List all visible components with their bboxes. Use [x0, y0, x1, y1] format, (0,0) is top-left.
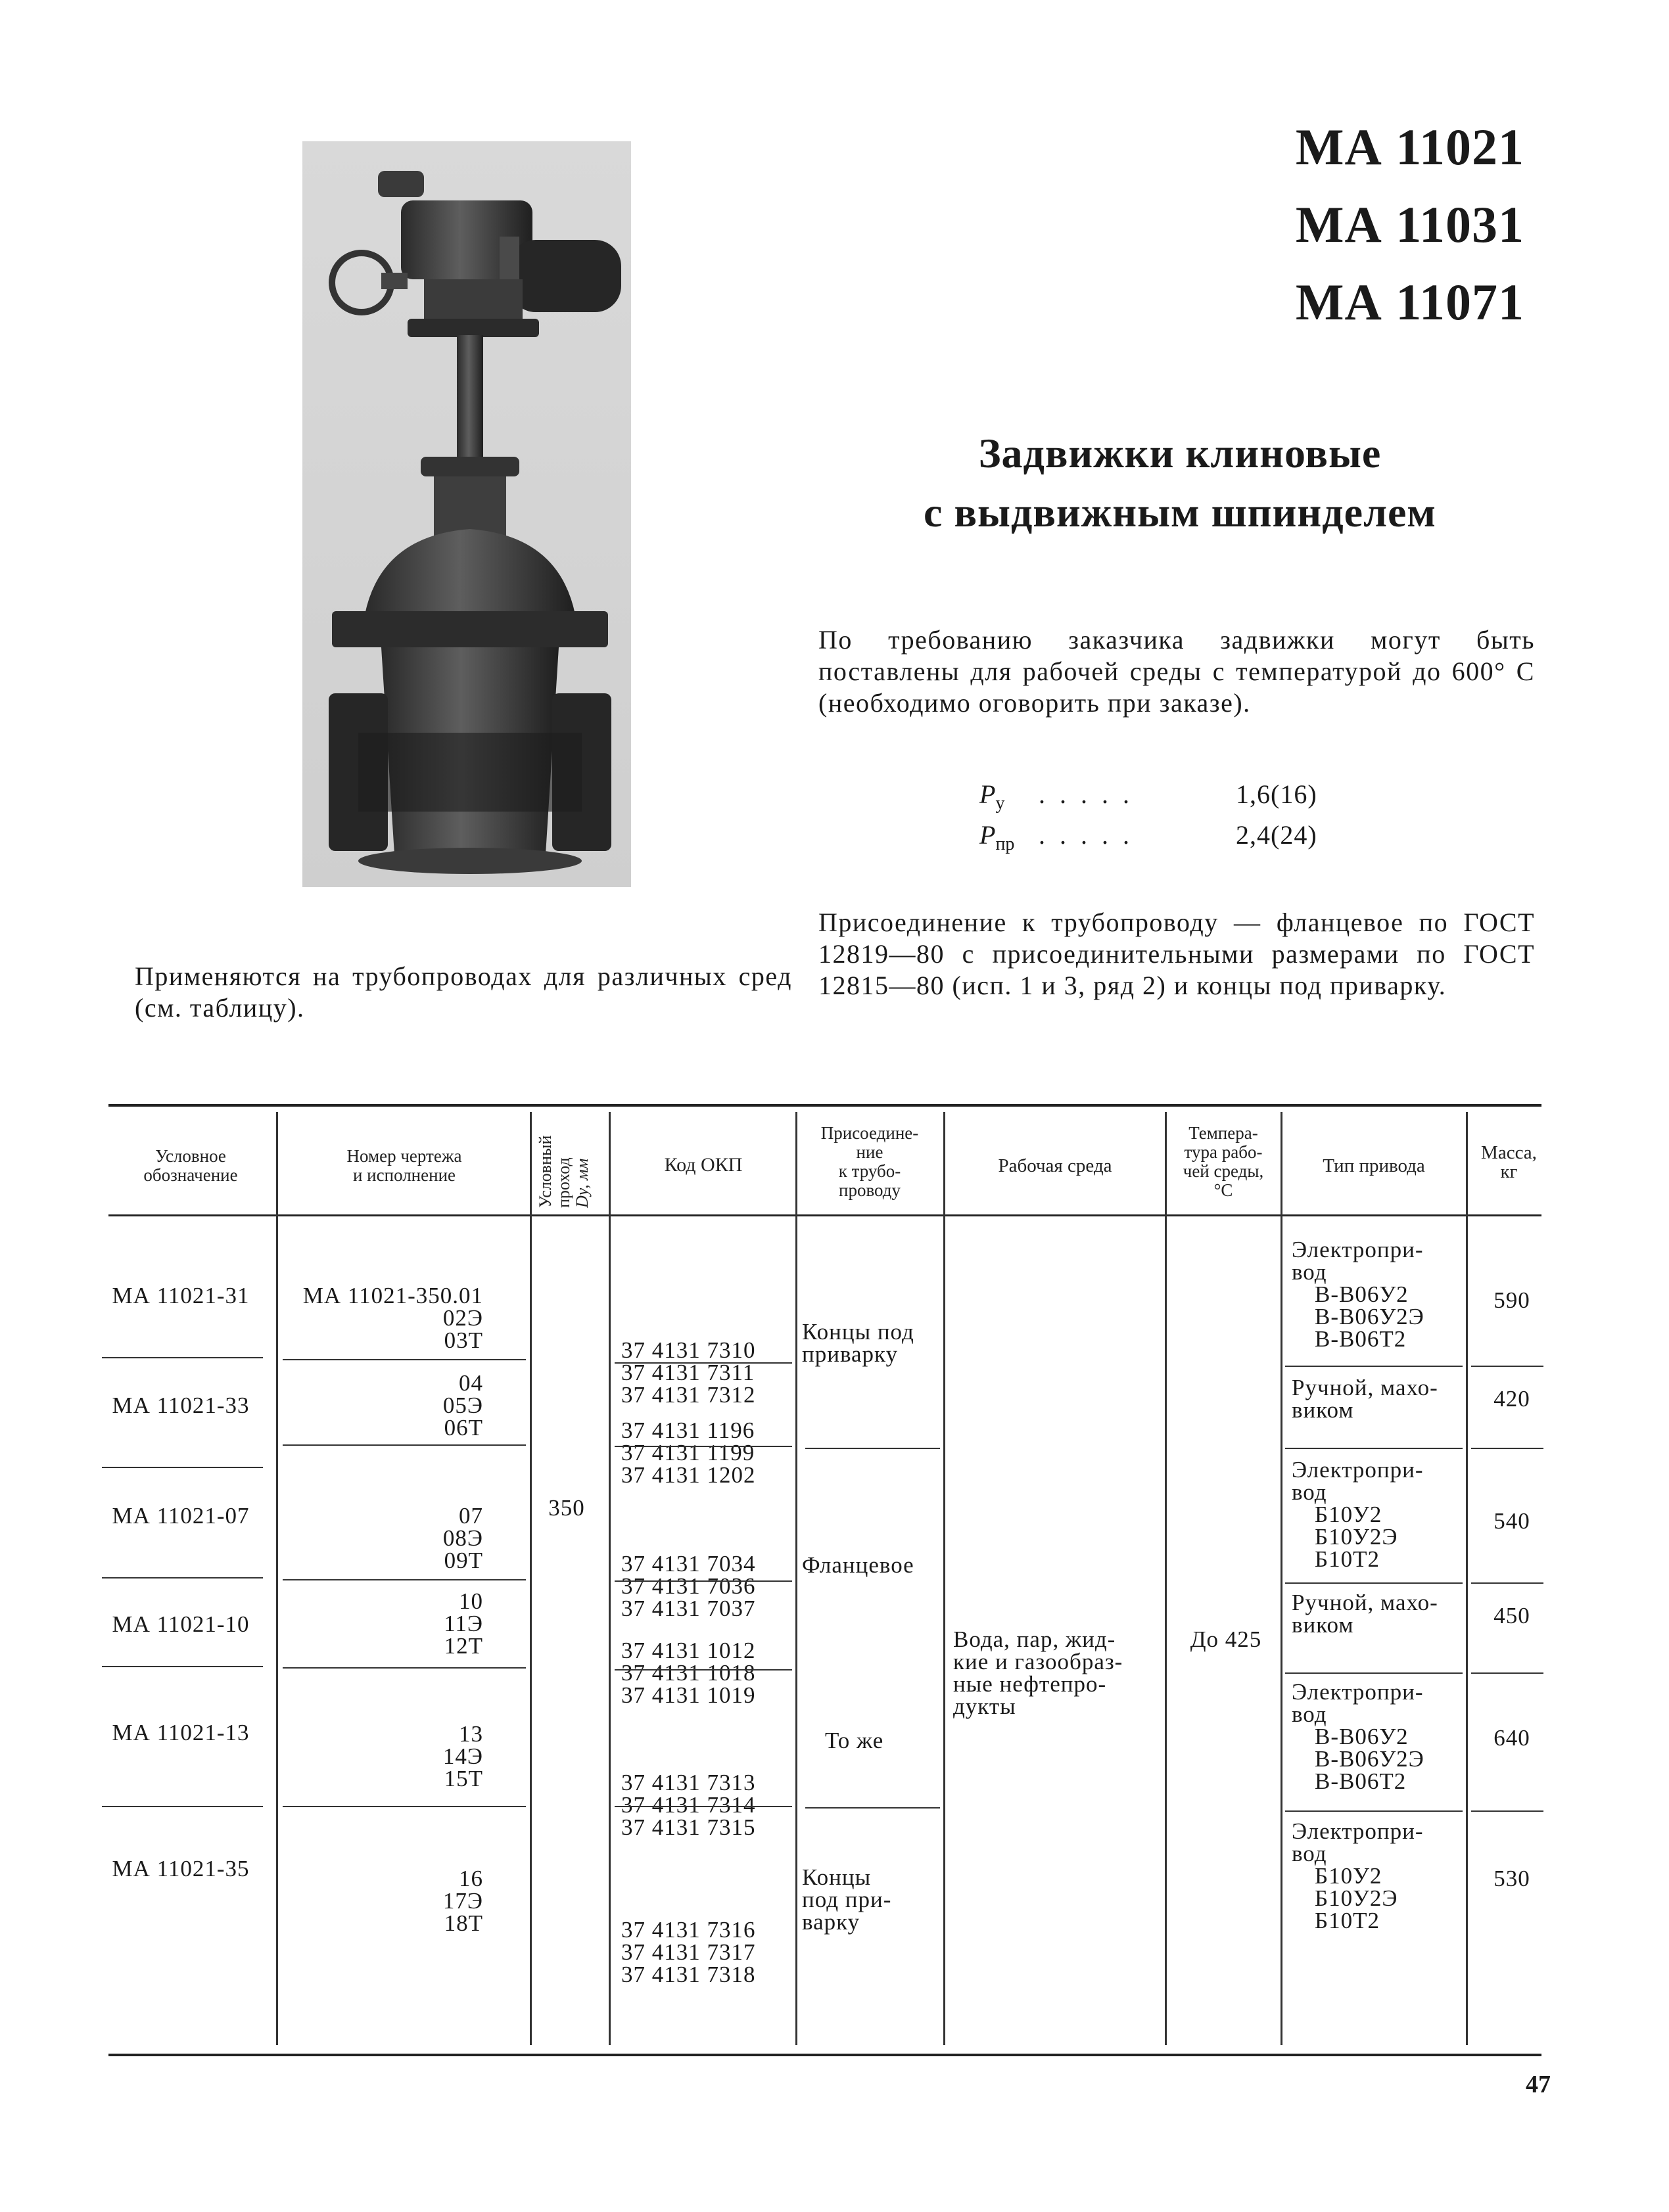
row-rule — [1285, 1810, 1463, 1812]
okp-codes: 37 4131 7313 37 4131 7314 37 4131 7315 — [621, 1770, 756, 1840]
row-rule — [283, 1444, 526, 1446]
connection-type: Концы под при- варку — [802, 1864, 892, 1935]
designation: МА 11021-10 — [112, 1611, 250, 1637]
header-dn-line: Dу, мм — [573, 1158, 592, 1208]
drive-type: Электропри- вод В-В06У2 В-В06У2Э В-В06Т2 — [1292, 1237, 1424, 1352]
page-number: 47 — [1526, 2071, 1551, 2098]
drawing-number: 16 17Э 18Т — [442, 1866, 483, 1936]
row-rule — [283, 1667, 526, 1669]
column-divider — [1281, 1112, 1282, 2045]
column-divider — [795, 1112, 797, 2045]
pressure-symbol: $P_{пр}$ — [979, 820, 1015, 854]
gate-valve-photo — [302, 141, 631, 887]
column-divider — [276, 1112, 278, 2045]
header-dn-line: проход — [554, 1157, 573, 1208]
mass: 420 — [1493, 1386, 1530, 1412]
designation: МА 11021-35 — [112, 1856, 250, 1881]
table-bottom-rule — [108, 2054, 1541, 2056]
row-rule — [1285, 1672, 1463, 1674]
row-rule — [283, 1359, 526, 1360]
page-title — [848, 424, 1512, 542]
okp-codes: 37 4131 7034 37 4131 7036 37 4131 7037 — [621, 1551, 756, 1621]
column-divider — [530, 1112, 532, 2045]
row-rule — [615, 1446, 792, 1447]
designation: МА 11021-13 — [112, 1720, 250, 1745]
designation: МА 11021-31 — [112, 1283, 250, 1308]
mass: 530 — [1493, 1866, 1530, 1891]
row-rule — [1285, 1366, 1463, 1367]
column-divider — [609, 1112, 611, 2045]
table-top-rule — [108, 1104, 1541, 1107]
row-rule — [283, 1579, 526, 1580]
connection-type: Концы под приварку — [802, 1319, 914, 1367]
working-medium: Вода, пар, жид- кие и газообраз- ные нефтепро- дукты — [953, 1626, 1123, 1719]
row-rule — [1471, 1810, 1543, 1812]
pressure-value: 1,6(16) — [1236, 779, 1317, 809]
connection-type: Фланцевое — [802, 1552, 914, 1578]
row-rule — [102, 1806, 263, 1807]
drawing-number: 07 08Э 09Т — [442, 1503, 483, 1573]
header-okp: Код ОКП — [664, 1154, 743, 1176]
mass: 590 — [1493, 1287, 1530, 1313]
application-text: Применяются на трубопроводах для различных сред (см. таблицу). — [135, 961, 792, 1023]
row-rule — [1285, 1582, 1463, 1584]
designation: МА 11021-33 — [112, 1393, 250, 1418]
row-rule — [102, 1357, 263, 1358]
drawing-number: 10 11Э 12Т — [444, 1588, 483, 1659]
temperature-note: По требованию заказчика задвижки могут быть поставлены для рабочей среды с температурой до 600° С (необходимо оговорить при заказе). — [818, 625, 1535, 718]
header-mass: Масса, кг — [1481, 1142, 1537, 1182]
drive-type: Ручной, махо- виком — [1292, 1590, 1438, 1638]
drawing-number: 13 14Э 15Т — [442, 1721, 483, 1791]
drawing-number: МА 11021-350.01 02Э 03Т — [302, 1283, 483, 1353]
row-rule — [102, 1577, 263, 1578]
row-rule — [615, 1806, 792, 1807]
drive-type: Ручной, махо- виком — [1292, 1375, 1438, 1423]
model-code: МА 11021 — [1295, 118, 1524, 175]
column-divider — [943, 1112, 945, 2045]
row-rule — [805, 1448, 940, 1449]
title-line: Задвижки клиновые — [978, 430, 1382, 476]
pressure-row — [979, 819, 1317, 860]
header-drive: Тип привода — [1323, 1155, 1425, 1176]
pressure-value: 2,4(24) — [1236, 820, 1317, 850]
header-connection: Присоедине- ние к трубо- проводу — [820, 1123, 919, 1200]
table-header-rule — [108, 1214, 1541, 1216]
mass: 540 — [1493, 1508, 1530, 1534]
okp-codes: 37 4131 7316 37 4131 7317 37 4131 7318 — [621, 1917, 756, 1987]
header-temperature: Темпера- тура рабо- чей среды, °С — [1183, 1123, 1264, 1200]
row-rule — [1471, 1672, 1543, 1674]
row-rule — [615, 1669, 792, 1671]
drive-type: Электропри- вод В-В06У2 В-В06У2Э В-В06Т2 — [1292, 1679, 1424, 1794]
row-rule — [102, 1467, 263, 1468]
designation: МА 11021-07 — [112, 1503, 250, 1529]
leader-dots: ..... — [1039, 820, 1144, 850]
row-rule — [1285, 1448, 1463, 1449]
model-code: МА 11071 — [1295, 273, 1524, 331]
title-line: с выдвижным шпинделем — [924, 489, 1436, 536]
row-rule — [283, 1806, 526, 1807]
mass: 450 — [1493, 1603, 1530, 1628]
gate-valve-icon — [302, 141, 631, 887]
okp-codes: 37 4131 1012 37 4131 1018 37 4131 1019 — [621, 1638, 756, 1708]
okp-codes: 37 4131 7310 37 4131 7311 37 4131 7312 — [621, 1337, 756, 1408]
column-divider — [1466, 1112, 1468, 2045]
connection-text: Присоединение к трубопроводу — фланцевое по ГОСТ 12819—80 с присоединительными размерами по ГОСТ 12815—80 (исп. 1 и 3, ряд 2) и концы под приварку. — [818, 908, 1535, 1000]
row-rule — [1471, 1366, 1543, 1367]
header-designation: Условное обозначение — [143, 1146, 238, 1185]
drive-type: Электропри- вод Б10У2 Б10У2Э Б10Т2 — [1292, 1457, 1424, 1572]
header-dn-line: Условный — [536, 1135, 555, 1208]
header-medium: Рабочая среда — [998, 1155, 1112, 1176]
row-rule — [615, 1580, 792, 1582]
drawing-number: 04 05Э 06Т — [442, 1370, 483, 1440]
row-rule — [102, 1666, 263, 1667]
model-codes — [1296, 108, 1524, 341]
mass: 640 — [1493, 1725, 1530, 1751]
leader-dots: ..... — [1039, 779, 1144, 809]
header-dn — [530, 1117, 607, 1209]
okp-codes: 37 4131 1196 37 4131 1199 37 4131 1202 — [621, 1417, 756, 1488]
nominal-diameter: 350 — [548, 1495, 585, 1521]
pressure-row — [979, 779, 1317, 819]
model-code: МА 11031 — [1295, 196, 1524, 253]
row-rule — [1471, 1582, 1543, 1584]
connection-type: То же — [825, 1728, 884, 1753]
row-rule — [615, 1362, 792, 1364]
pressure-list — [979, 779, 1317, 860]
drive-type: Электропри- вод Б10У2 Б10У2Э Б10Т2 — [1292, 1818, 1424, 1933]
row-rule — [805, 1807, 940, 1809]
column-divider — [1165, 1112, 1167, 2045]
working-temperature: До 425 — [1190, 1626, 1262, 1652]
header-drawing: Номер чертежа и исполнение — [346, 1146, 462, 1185]
pressure-symbol: $P_у$ — [979, 779, 1005, 814]
row-rule — [1471, 1448, 1543, 1449]
